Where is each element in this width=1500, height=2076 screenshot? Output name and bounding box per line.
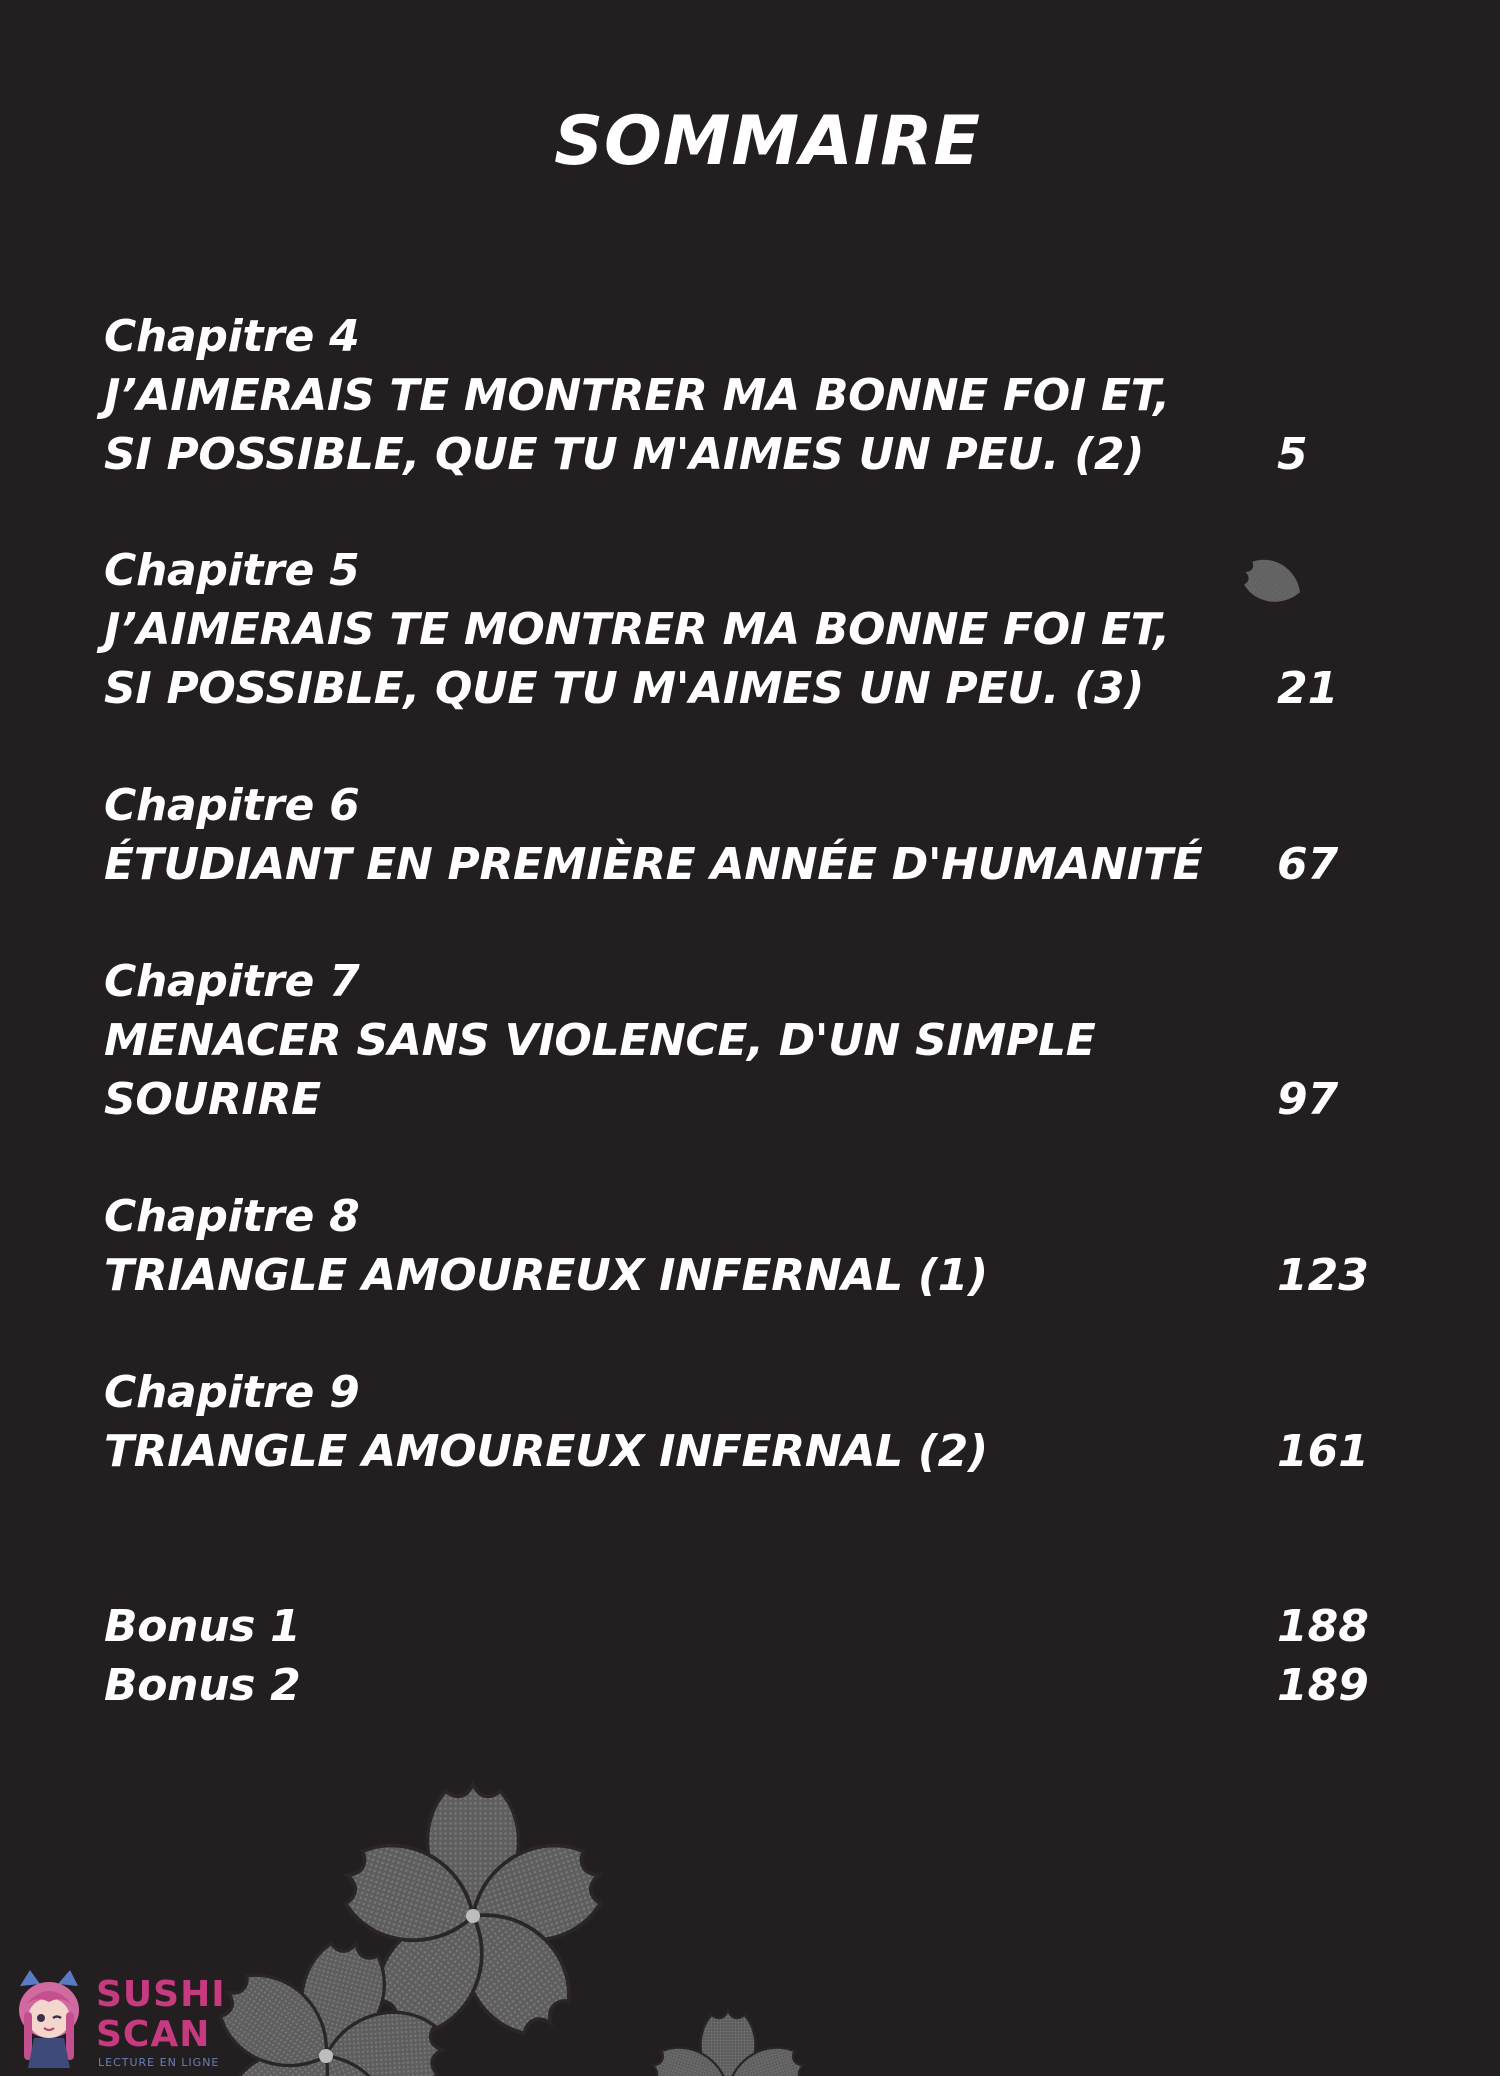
toc-entry-label: Bonus 1 bbox=[104, 1601, 301, 1652]
toc-entry-label: Chapitre 9 bbox=[104, 1367, 360, 1418]
logo-line-1: SUSHI bbox=[96, 1974, 226, 2015]
toc-entry-title: J’AIMERAIS TE MONTRER MA BONNE FOI ET, bbox=[104, 370, 1170, 421]
toc-entry-label: Bonus 2 bbox=[104, 1660, 301, 1711]
toc-entry-bonus-2 bbox=[104, 1656, 1404, 1715]
toc-entry-title: TRIANGLE AMOUREUX INFERNAL (1) bbox=[104, 1250, 988, 1301]
toc-entry-label: Chapitre 4 bbox=[104, 311, 360, 362]
page-title: SOMMAIRE bbox=[554, 102, 981, 181]
toc-entry-title: J’AIMERAIS TE MONTRER MA BONNE FOI ET, bbox=[104, 604, 1170, 655]
toc-entry-label: Chapitre 6 bbox=[104, 780, 360, 831]
toc-entry-page-number: 97 bbox=[1277, 1074, 1339, 1125]
toc-entry-title: TRIANGLE AMOUREUX INFERNAL (2) bbox=[104, 1426, 988, 1477]
toc-entry-title: SI POSSIBLE, QUE TU M'AIMES UN PEU. (3) bbox=[104, 663, 1145, 714]
toc-entry-page-number: 123 bbox=[1277, 1250, 1369, 1301]
toc-entry-page-number: 189 bbox=[1277, 1660, 1369, 1711]
toc-entry-label: Chapitre 5 bbox=[104, 545, 360, 596]
mascot-icon bbox=[14, 1968, 84, 2068]
toc-entry-title: MENACER SANS VIOLENCE, D'UN SIMPLE bbox=[104, 1015, 1096, 1066]
logo-line-2: SCAN bbox=[96, 2014, 211, 2055]
logo-tagline: LECTURE EN LIGNE bbox=[98, 2056, 220, 2069]
toc-entry-title: ÉTUDIANT EN PREMIÈRE ANNÉE D'HUMANITÉ bbox=[104, 839, 1203, 890]
toc-entry-page-number: 188 bbox=[1277, 1601, 1369, 1652]
toc-entry-title: SI POSSIBLE, QUE TU M'AIMES UN PEU. (2) bbox=[104, 429, 1145, 480]
toc-entry-chapitre-4 bbox=[104, 307, 1404, 484]
toc-entry-page-number: 67 bbox=[1277, 839, 1339, 890]
toc-entry-page-number: 5 bbox=[1277, 429, 1308, 480]
flower-icon bbox=[644, 2011, 812, 2076]
toc-entry-chapitre-8 bbox=[104, 1187, 1404, 1305]
toc-entry-page-number: 161 bbox=[1277, 1426, 1369, 1477]
toc-entry-chapitre-5 bbox=[104, 541, 1404, 718]
toc-entry-page-number: 21 bbox=[1277, 663, 1339, 714]
toc-entry-chapitre-6 bbox=[104, 776, 1404, 894]
toc-entry-label: Chapitre 7 bbox=[104, 956, 360, 1007]
sushi-scan-logo bbox=[14, 1968, 254, 2068]
toc-entry-title: SOURIRE bbox=[104, 1074, 321, 1125]
toc-entry-label: Chapitre 8 bbox=[104, 1191, 360, 1242]
toc-entry-chapitre-7 bbox=[104, 952, 1404, 1129]
toc-entry-chapitre-9 bbox=[104, 1363, 1404, 1481]
toc-entry-bonus-1 bbox=[104, 1597, 1404, 1656]
